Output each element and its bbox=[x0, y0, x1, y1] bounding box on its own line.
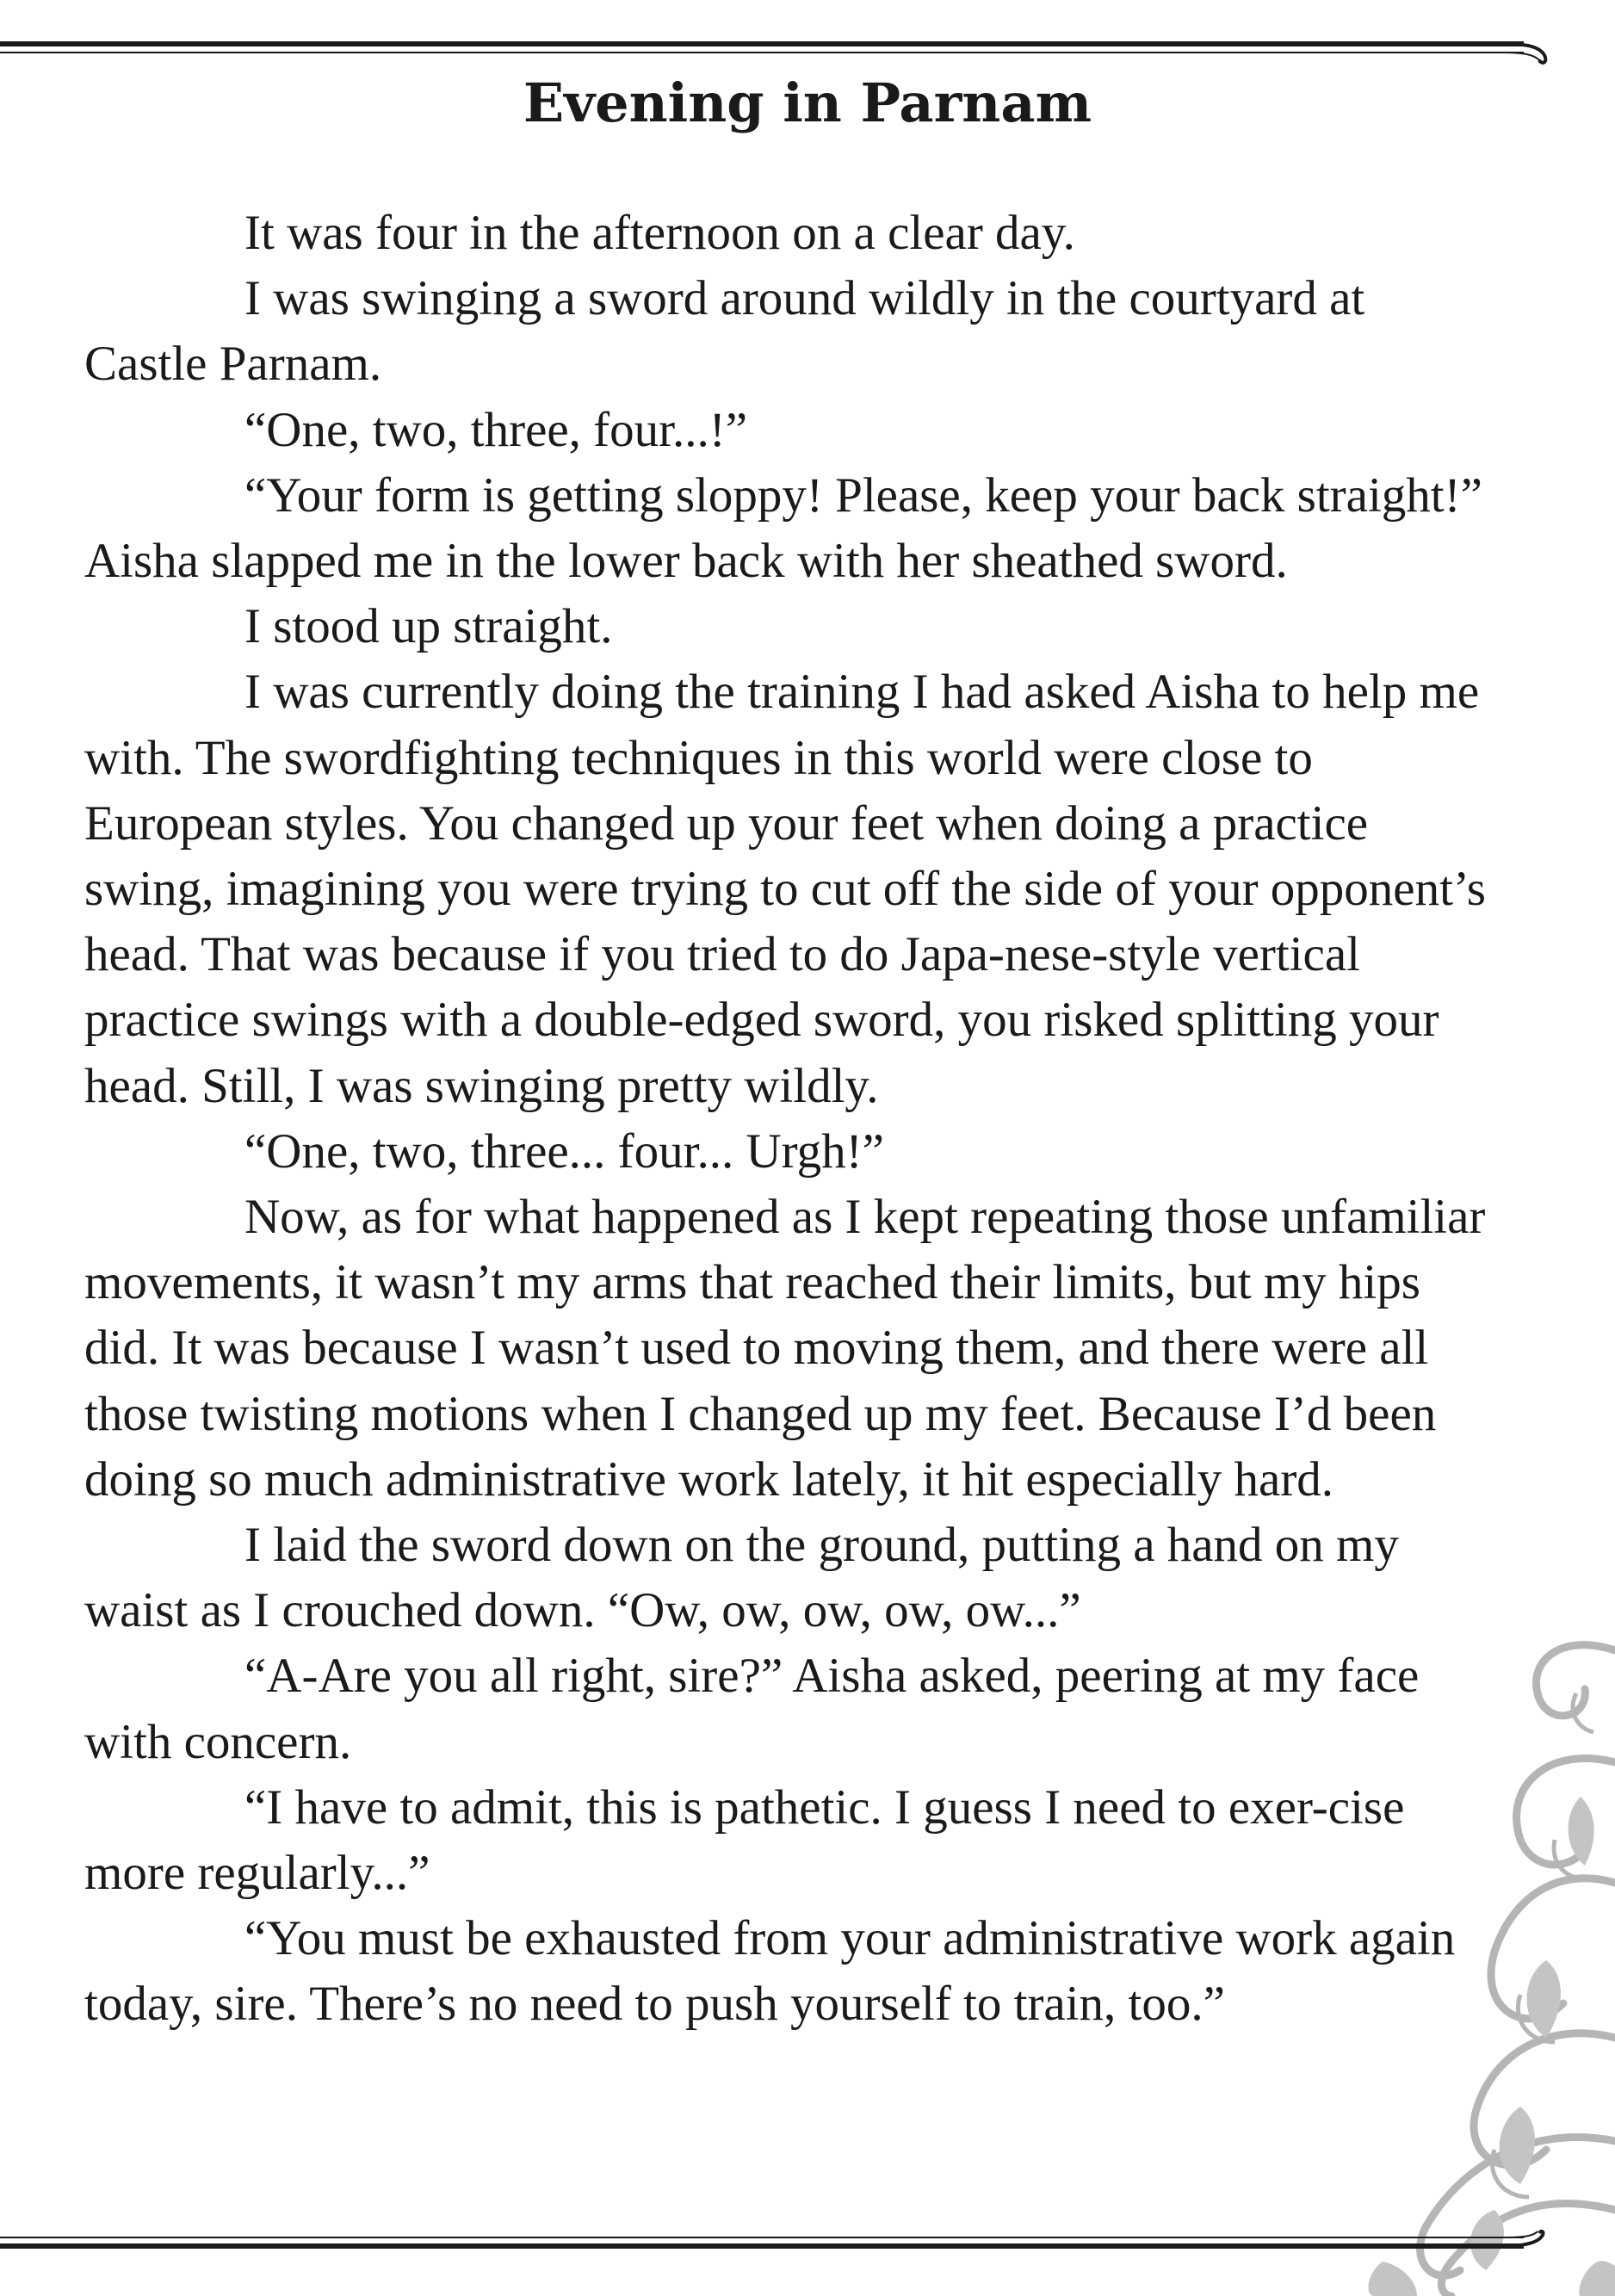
paragraph: I stood up straight. bbox=[244, 599, 613, 654]
chapter-title: Evening in Parnam bbox=[523, 71, 1092, 134]
paragraph: I was swinging a sword around wildly in the courtyard at Castle Parnam. bbox=[84, 271, 1365, 392]
paragraph: “I have to admit, this is pathetic. I guess I need to exer-cise more regularly...” bbox=[84, 1779, 1405, 1901]
paragraph: “A-Are you all right, sire?” Aisha asked, peering at my face with concern. bbox=[84, 1649, 1420, 1769]
paragraph: “Your form is getting sloppy! Please, keep your back straight!” Aisha slapped me in the lower back with her sheathed sword. bbox=[84, 467, 1482, 589]
paragraph: “One, two, three, four...!” bbox=[244, 402, 748, 457]
paragraph: It was four in the afternoon on a clear day. bbox=[244, 206, 1075, 260]
paragraph: Now, as for what happened as I kept repeating those unfamiliar movements, it wasn’t my arms that reached their limits, but my hips did. It was because I wasn’t used to moving them, and there were all those twisting motions when I changed up my feet. Because I’d been doing so much administrative work lately, it hit especially hard. bbox=[84, 1190, 1486, 1507]
scroll-curl-icon bbox=[1501, 2230, 1553, 2264]
paragraph: “One, two, three... four... Urgh!” bbox=[244, 1123, 884, 1179]
bottom-border-rule bbox=[0, 2230, 1550, 2264]
paragraph: I laid the sword down on the ground, putting a hand on my waist as I crouched down. “Ow, ow, ow, ow, ow...” bbox=[84, 1518, 1399, 1638]
paragraph: I was currently doing the training I had asked Aisha to help me with. The swordfighting techniques in this world were close to European styles. You changed up your feet when doing a practice swing, imagining you were trying to cut off the side of your opponent’s head. That was because if you tried to do Japa-nese-style vertical practice swings with a double-edged sword, you risked splitting your head. Still, I was swinging pretty wildly. bbox=[84, 665, 1486, 1113]
paragraph: “You must be exhausted from your administrative work again today, sire. There’s no need to push yourself to train, too.” bbox=[84, 1911, 1456, 2032]
floral-ornament-icon bbox=[1236, 1435, 1615, 2296]
